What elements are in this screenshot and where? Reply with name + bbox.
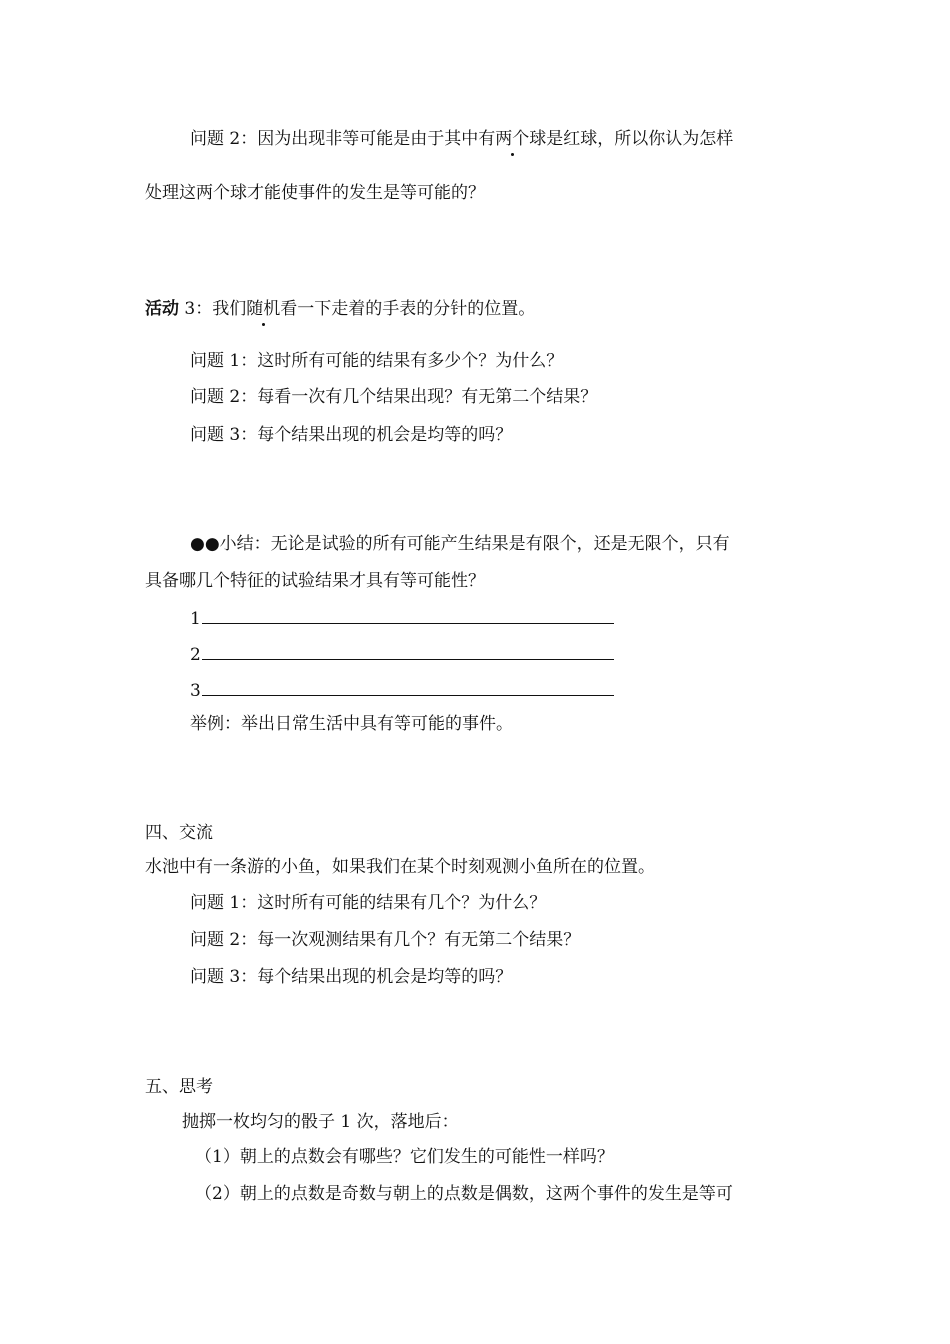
summary-example: 举例：举出日常生活中具有等可能的事件。 [190,714,513,734]
activity-text: 看一下走着的手表的分针的位置。 [280,299,536,319]
activity-3-question-3: 问题 3：每个结果出现的机会是均等的吗？ [190,425,513,445]
activity-label: 活动 [145,299,179,319]
question-text: 球是红球，所以你认为怎样 [529,129,734,149]
think-item-2: （2）朝上的点数是奇数与朝上的点数是偶数，这两个事件的发生是等可 [195,1184,733,1204]
question-text: 问题 2：因为出现非等可能是由于其中有 [190,129,496,149]
question-2-line-2: 处理这两个球才能使事件的发生是等可能的？ [145,183,485,203]
exchange-question-3: 问题 3：每个结果出现的机会是均等的吗？ [190,967,513,987]
blank-number: 2 [190,645,201,665]
blank-line[interactable] [202,678,614,696]
activity-3-question-2: 问题 2：每看一次有几个结果出现？有无第二个结果？ [190,387,598,407]
activity-text: 3：我们 [179,299,247,319]
activity-3-question-1: 问题 1：这时所有可能的结果有多少个？为什么？ [190,351,564,371]
blank-line[interactable] [202,606,614,624]
answer-blank-3[interactable] [190,678,614,702]
exchange-intro: 水池中有一条游的小鱼，如果我们在某个时刻观测小鱼所在的位置。 [145,857,655,877]
blank-number: 1 [190,609,201,629]
think-intro: 抛掷一枚均匀的骰子 1 次，落地后： [182,1112,459,1132]
summary-line-1: ●●小结：无论是试验的所有可能产生结果是有限个，还是无限个，只有 [190,534,730,554]
blank-line[interactable] [202,642,614,660]
activity-3-heading [145,298,535,320]
section-heading-think: 五、思考 [145,1077,213,1097]
question-2-line-1 [190,128,733,150]
think-item-1: （1）朝上的点数会有哪些？它们发生的可能性一样吗？ [195,1147,614,1167]
emphasis-dot-text: 两个 [495,129,530,149]
section-heading-exchange: 四、交流 [145,823,213,843]
emphasis-dot-text: 随机 [246,299,281,319]
exchange-question-1: 问题 1：这时所有可能的结果有几个？为什么？ [190,893,547,913]
answer-blank-1[interactable] [190,606,614,630]
summary-line-2: 具备哪几个特征的试验结果才具有等可能性？ [145,571,485,591]
blank-number: 3 [190,681,201,701]
exchange-question-2: 问题 2：每一次观测结果有几个？有无第二个结果？ [190,930,581,950]
answer-blank-2[interactable] [190,642,614,666]
